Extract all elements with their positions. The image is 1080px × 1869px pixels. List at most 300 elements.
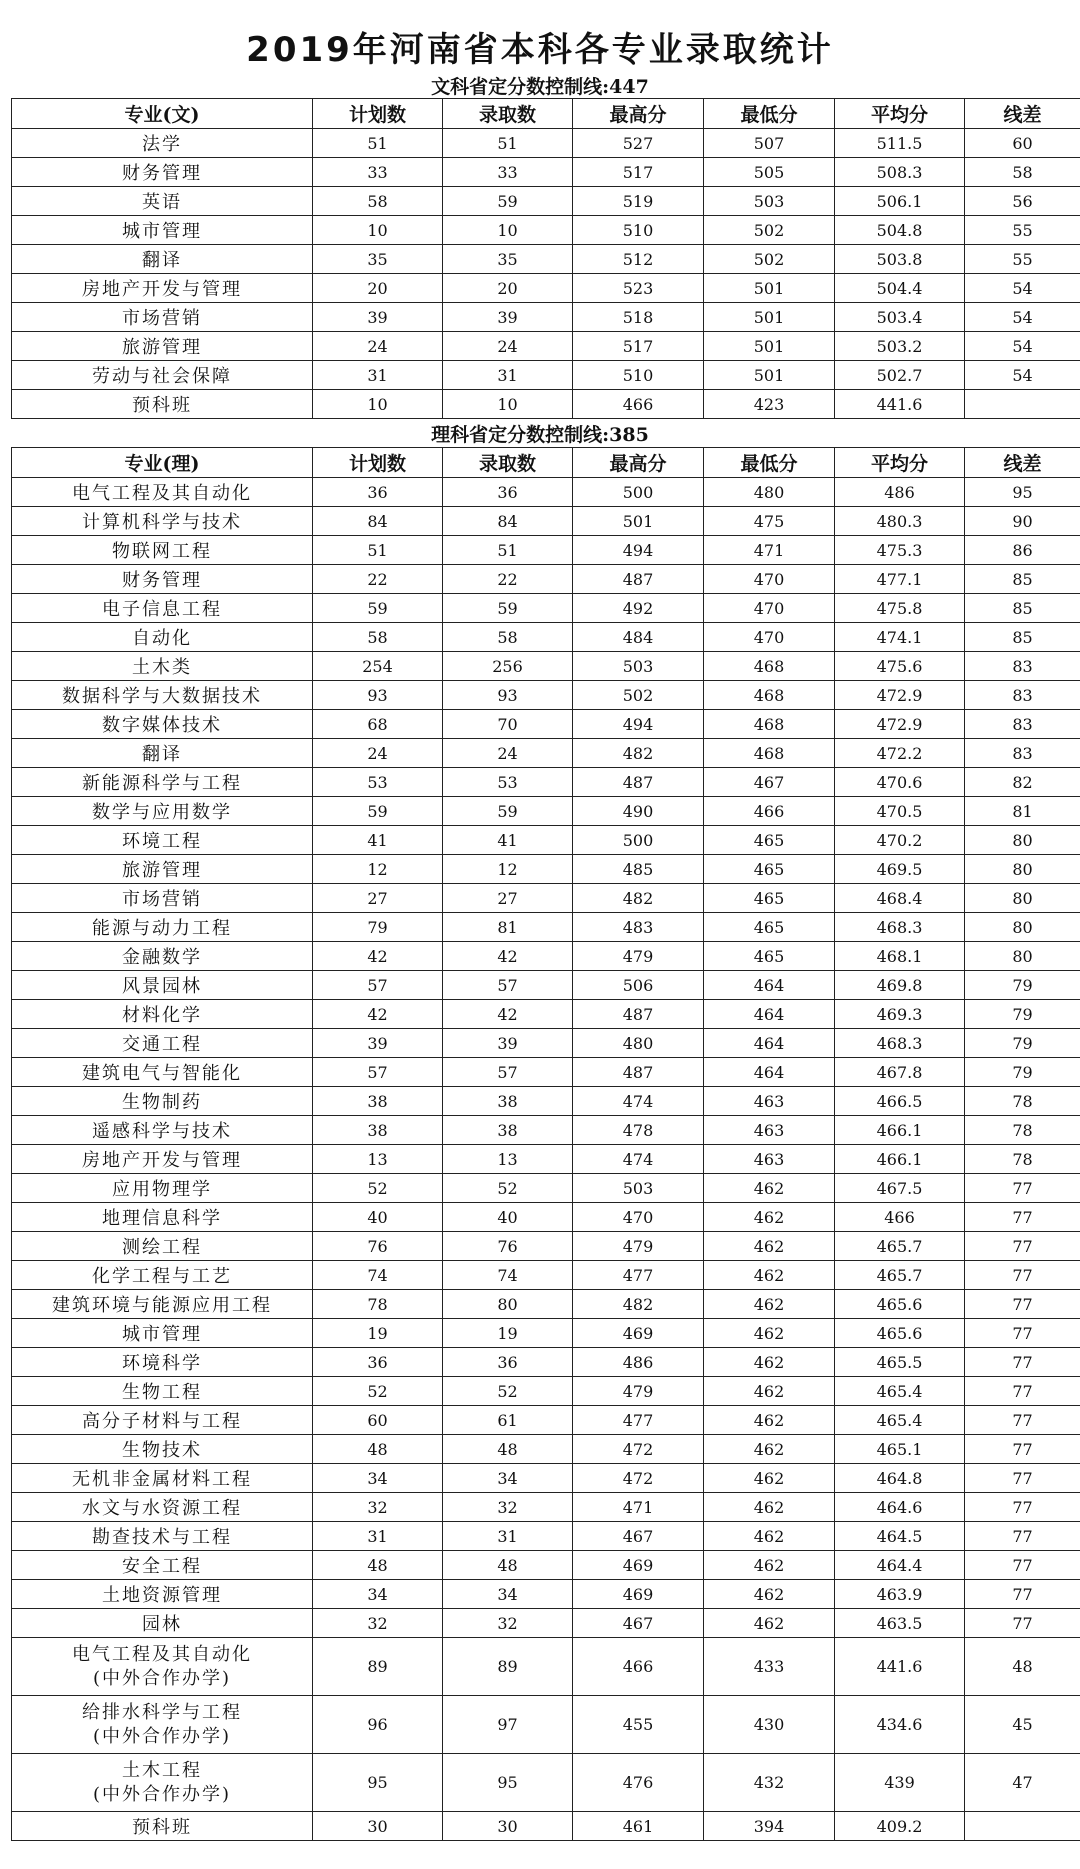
value-cell: 42	[443, 1000, 573, 1029]
value-cell: 97	[443, 1696, 573, 1754]
major-name-cell: 安全工程	[12, 1551, 313, 1580]
value-cell: 95	[313, 1754, 443, 1812]
value-cell: 57	[313, 971, 443, 1000]
value-cell: 500	[573, 478, 704, 507]
major-name-cell: 生物制药	[12, 1087, 313, 1116]
major-name-cell: 新能源科学与工程	[12, 768, 313, 797]
column-header: 平均分	[835, 99, 965, 129]
value-cell: 85	[965, 594, 1080, 623]
table-row	[12, 1377, 1080, 1406]
major-name-cell: 能源与动力工程	[12, 913, 313, 942]
value-cell: 54	[965, 274, 1080, 303]
major-name-cell: 财务管理	[12, 158, 313, 187]
major-name-cell: 翻译	[12, 245, 313, 274]
value-cell: 469.5	[835, 855, 965, 884]
value-cell: 60	[965, 129, 1080, 158]
value-cell: 487	[573, 565, 704, 594]
value-cell: 503	[573, 652, 704, 681]
arts-section-subtitle: 文科省定分数控制线:447	[431, 76, 649, 98]
value-cell: 462	[704, 1435, 835, 1464]
value-cell: 39	[443, 1029, 573, 1058]
value-cell: 502.7	[835, 361, 965, 390]
value-cell: 439	[835, 1754, 965, 1812]
value-cell: 30	[313, 1812, 443, 1841]
value-cell: 487	[573, 1000, 704, 1029]
value-cell: 256	[443, 652, 573, 681]
value-cell: 487	[573, 768, 704, 797]
value-cell: 41	[313, 826, 443, 855]
value-cell: 85	[965, 623, 1080, 652]
value-cell: 83	[965, 681, 1080, 710]
value-cell: 475.6	[835, 652, 965, 681]
value-cell: 77	[965, 1319, 1080, 1348]
value-cell: 506.1	[835, 187, 965, 216]
value-cell: 466	[704, 797, 835, 826]
value-cell: 84	[443, 507, 573, 536]
value-cell: 503	[573, 1174, 704, 1203]
column-header: 录取数	[443, 99, 573, 129]
value-cell: 48	[443, 1435, 573, 1464]
value-cell: 479	[573, 942, 704, 971]
value-cell: 468.1	[835, 942, 965, 971]
table-row	[12, 855, 1080, 884]
value-cell: 51	[443, 536, 573, 565]
value-cell: 482	[573, 884, 704, 913]
major-name-cell: 物联网工程	[12, 536, 313, 565]
value-cell: 465.6	[835, 1290, 965, 1319]
major-name-cell: 材料化学	[12, 1000, 313, 1029]
value-cell: 468.4	[835, 884, 965, 913]
value-cell: 462	[704, 1203, 835, 1232]
value-cell: 511.5	[835, 129, 965, 158]
value-cell: 78	[313, 1290, 443, 1319]
value-cell: 36	[443, 1348, 573, 1377]
value-cell: 31	[313, 1522, 443, 1551]
table-row	[12, 913, 1080, 942]
major-name-cell: 土地资源管理	[12, 1580, 313, 1609]
value-cell: 485	[573, 855, 704, 884]
value-cell: 467.8	[835, 1058, 965, 1087]
major-name-cell: 勘查技术与工程	[12, 1522, 313, 1551]
table-row	[12, 1493, 1080, 1522]
major-name-cell	[12, 1754, 313, 1812]
value-cell: 34	[443, 1580, 573, 1609]
major-name-cell: 生物工程	[12, 1377, 313, 1406]
value-cell: 58	[965, 158, 1080, 187]
value-cell: 466	[835, 1203, 965, 1232]
major-name-cell: 生物技术	[12, 1435, 313, 1464]
table-row	[12, 1000, 1080, 1029]
major-name-cell: 自动化	[12, 623, 313, 652]
major-name-cell: 园林	[12, 1609, 313, 1638]
value-cell: 38	[313, 1087, 443, 1116]
value-cell: 463	[704, 1116, 835, 1145]
value-cell: 462	[704, 1551, 835, 1580]
value-cell: 90	[965, 507, 1080, 536]
value-cell: 32	[313, 1609, 443, 1638]
value-cell	[965, 390, 1080, 419]
value-cell: 60	[313, 1406, 443, 1435]
table-row	[12, 216, 1080, 245]
major-name-cell: 测绘工程	[12, 1232, 313, 1261]
value-cell: 468	[704, 681, 835, 710]
value-cell: 465.4	[835, 1377, 965, 1406]
value-cell: 80	[965, 855, 1080, 884]
value-cell: 471	[704, 536, 835, 565]
major-name-cell: 房地产开发与管理	[12, 274, 313, 303]
value-cell: 462	[704, 1522, 835, 1551]
value-cell: 470	[704, 565, 835, 594]
value-cell: 467	[704, 768, 835, 797]
value-cell: 40	[443, 1203, 573, 1232]
major-name-cell: 化学工程与工艺	[12, 1261, 313, 1290]
value-cell: 469	[573, 1580, 704, 1609]
value-cell: 474	[573, 1145, 704, 1174]
value-cell: 472.9	[835, 681, 965, 710]
value-cell: 465	[704, 855, 835, 884]
table-row	[12, 1406, 1080, 1435]
major-name-cell: 水文与水资源工程	[12, 1493, 313, 1522]
table-row	[12, 1348, 1080, 1377]
value-cell: 89	[313, 1638, 443, 1696]
value-cell: 79	[313, 913, 443, 942]
value-cell: 477	[573, 1261, 704, 1290]
value-cell: 13	[313, 1145, 443, 1174]
value-cell: 468	[704, 739, 835, 768]
value-cell: 468.3	[835, 1029, 965, 1058]
table-row	[12, 187, 1080, 216]
value-cell: 470.6	[835, 768, 965, 797]
value-cell: 13	[443, 1145, 573, 1174]
value-cell: 80	[965, 826, 1080, 855]
major-name-cell: 环境科学	[12, 1348, 313, 1377]
value-cell: 24	[313, 739, 443, 768]
value-cell: 464	[704, 1058, 835, 1087]
value-cell: 24	[443, 739, 573, 768]
value-cell: 59	[443, 797, 573, 826]
value-cell: 466.5	[835, 1087, 965, 1116]
value-cell: 54	[965, 332, 1080, 361]
value-cell: 95	[965, 478, 1080, 507]
value-cell: 36	[443, 478, 573, 507]
value-cell: 12	[313, 855, 443, 884]
value-cell: 10	[443, 216, 573, 245]
value-cell: 58	[313, 187, 443, 216]
value-cell: 464.6	[835, 1493, 965, 1522]
table-row	[12, 1551, 1080, 1580]
value-cell: 74	[313, 1261, 443, 1290]
column-header: 最高分	[573, 99, 704, 129]
major-name-cell: 财务管理	[12, 565, 313, 594]
value-cell: 472.9	[835, 710, 965, 739]
value-cell: 24	[313, 332, 443, 361]
value-cell: 462	[704, 1348, 835, 1377]
major-name-cell: 环境工程	[12, 826, 313, 855]
value-cell: 93	[443, 681, 573, 710]
value-cell: 54	[965, 361, 1080, 390]
table-row	[12, 245, 1080, 274]
value-cell: 77	[965, 1290, 1080, 1319]
value-cell: 39	[313, 303, 443, 332]
value-cell: 59	[443, 187, 573, 216]
value-cell: 462	[704, 1261, 835, 1290]
table-row	[12, 1464, 1080, 1493]
major-name-cell: 旅游管理	[12, 855, 313, 884]
value-cell: 79	[965, 1000, 1080, 1029]
value-cell: 79	[965, 971, 1080, 1000]
value-cell: 501	[704, 332, 835, 361]
major-name-cell: 建筑环境与能源应用工程	[12, 1290, 313, 1319]
value-cell: 42	[313, 942, 443, 971]
value-cell: 85	[965, 565, 1080, 594]
major-name-cell: 电气工程及其自动化	[12, 478, 313, 507]
major-name-cell: 翻译	[12, 739, 313, 768]
value-cell: 78	[965, 1116, 1080, 1145]
value-cell: 10	[313, 216, 443, 245]
value-cell: 77	[965, 1580, 1080, 1609]
value-cell: 254	[313, 652, 443, 681]
value-cell: 77	[965, 1551, 1080, 1580]
value-cell: 464.4	[835, 1551, 965, 1580]
value-cell: 464	[704, 1000, 835, 1029]
value-cell: 42	[313, 1000, 443, 1029]
value-cell: 36	[313, 478, 443, 507]
table-row	[12, 1029, 1080, 1058]
table-row	[12, 971, 1080, 1000]
value-cell: 494	[573, 710, 704, 739]
value-cell: 19	[443, 1319, 573, 1348]
value-cell: 467.5	[835, 1174, 965, 1203]
value-cell: 77	[965, 1406, 1080, 1435]
value-cell: 465.7	[835, 1232, 965, 1261]
value-cell: 35	[443, 245, 573, 274]
table-row	[12, 390, 1080, 419]
column-header: 最低分	[704, 99, 835, 129]
value-cell: 83	[965, 710, 1080, 739]
value-cell: 20	[313, 274, 443, 303]
value-cell: 470.5	[835, 797, 965, 826]
value-cell: 466.1	[835, 1116, 965, 1145]
major-name-note: (中外合作办学)	[92, 1725, 232, 1747]
value-cell: 79	[965, 1058, 1080, 1087]
major-name-cell: 地理信息科学	[12, 1203, 313, 1232]
value-cell: 466	[573, 390, 704, 419]
table-row	[12, 1087, 1080, 1116]
value-cell: 10	[443, 390, 573, 419]
value-cell: 510	[573, 361, 704, 390]
value-cell: 53	[313, 768, 443, 797]
value-cell: 48	[313, 1551, 443, 1580]
value-cell: 441.6	[835, 390, 965, 419]
table-row	[12, 303, 1080, 332]
science-admission-table	[11, 447, 1080, 1841]
table-row	[12, 1116, 1080, 1145]
value-cell: 502	[573, 681, 704, 710]
value-cell: 80	[443, 1290, 573, 1319]
value-cell: 55	[965, 216, 1080, 245]
major-name-cell: 高分子材料与工程	[12, 1406, 313, 1435]
value-cell: 24	[443, 332, 573, 361]
major-name-cell: 数据科学与大数据技术	[12, 681, 313, 710]
table-row	[12, 1058, 1080, 1087]
value-cell: 57	[313, 1058, 443, 1087]
value-cell: 34	[313, 1580, 443, 1609]
table-row	[12, 1261, 1080, 1290]
major-name-cell	[12, 1696, 313, 1754]
value-cell: 59	[313, 594, 443, 623]
value-cell: 465	[704, 942, 835, 971]
value-cell: 48	[443, 1551, 573, 1580]
value-cell: 40	[313, 1203, 443, 1232]
major-name-cell	[12, 1638, 313, 1696]
value-cell: 475	[704, 507, 835, 536]
table-header-row	[12, 99, 1080, 129]
value-cell: 462	[704, 1464, 835, 1493]
table-row	[12, 710, 1080, 739]
value-cell: 478	[573, 1116, 704, 1145]
major-name-note: (中外合作办学)	[92, 1667, 232, 1689]
value-cell: 465	[704, 826, 835, 855]
value-cell: 507	[704, 129, 835, 158]
value-cell: 505	[704, 158, 835, 187]
major-name-note: (中外合作办学)	[92, 1783, 232, 1805]
value-cell: 77	[965, 1522, 1080, 1551]
value-cell: 465.7	[835, 1261, 965, 1290]
value-cell: 462	[704, 1290, 835, 1319]
value-cell: 38	[443, 1087, 573, 1116]
value-cell: 506	[573, 971, 704, 1000]
value-cell: 57	[443, 1058, 573, 1087]
column-header: 线差	[965, 99, 1080, 129]
value-cell: 465.4	[835, 1406, 965, 1435]
value-cell: 462	[704, 1580, 835, 1609]
value-cell: 78	[965, 1087, 1080, 1116]
value-cell: 53	[443, 768, 573, 797]
value-cell: 76	[313, 1232, 443, 1261]
value-cell: 59	[313, 797, 443, 826]
column-header: 最低分	[704, 448, 835, 478]
column-header: 计划数	[313, 99, 443, 129]
major-name-cell: 房地产开发与管理	[12, 1145, 313, 1174]
table-row	[12, 274, 1080, 303]
value-cell: 480	[704, 478, 835, 507]
value-cell: 469.8	[835, 971, 965, 1000]
value-cell: 32	[443, 1609, 573, 1638]
table-row	[12, 768, 1080, 797]
value-cell: 470.2	[835, 826, 965, 855]
major-name-cell: 建筑电气与智能化	[12, 1058, 313, 1087]
value-cell: 482	[573, 1290, 704, 1319]
value-cell: 474.1	[835, 623, 965, 652]
value-cell: 465.6	[835, 1319, 965, 1348]
value-cell: 463.9	[835, 1580, 965, 1609]
value-cell: 500	[573, 826, 704, 855]
value-cell: 76	[443, 1232, 573, 1261]
value-cell: 523	[573, 274, 704, 303]
major-name-cell: 旅游管理	[12, 332, 313, 361]
value-cell: 79	[965, 1029, 1080, 1058]
value-cell: 33	[443, 158, 573, 187]
value-cell: 48	[965, 1638, 1080, 1696]
value-cell: 477.1	[835, 565, 965, 594]
value-cell: 467	[573, 1609, 704, 1638]
value-cell: 77	[965, 1174, 1080, 1203]
value-cell: 467	[573, 1522, 704, 1551]
column-header: 最高分	[573, 448, 704, 478]
value-cell: 464	[704, 1029, 835, 1058]
table-row	[12, 1638, 1080, 1696]
value-cell: 465.5	[835, 1348, 965, 1377]
table-row	[12, 594, 1080, 623]
value-cell: 81	[965, 797, 1080, 826]
major-name-cell: 英语	[12, 187, 313, 216]
column-header: 线差	[965, 448, 1080, 478]
value-cell: 84	[313, 507, 443, 536]
value-cell: 490	[573, 797, 704, 826]
value-cell: 33	[313, 158, 443, 187]
value-cell: 22	[443, 565, 573, 594]
value-cell: 502	[704, 216, 835, 245]
table-row	[12, 1174, 1080, 1203]
value-cell: 58	[313, 623, 443, 652]
value-cell: 462	[704, 1493, 835, 1522]
value-cell: 441.6	[835, 1638, 965, 1696]
value-cell: 517	[573, 158, 704, 187]
value-cell: 469	[573, 1319, 704, 1348]
major-name-cell: 法学	[12, 129, 313, 158]
table-row	[12, 739, 1080, 768]
value-cell: 52	[443, 1377, 573, 1406]
table-row	[12, 565, 1080, 594]
value-cell: 461	[573, 1812, 704, 1841]
value-cell: 463	[704, 1087, 835, 1116]
science-section-subtitle: 理科省定分数控制线:385	[431, 424, 649, 446]
value-cell: 527	[573, 129, 704, 158]
table-row	[12, 1232, 1080, 1261]
value-cell: 430	[704, 1696, 835, 1754]
value-cell: 479	[573, 1377, 704, 1406]
column-header: 计划数	[313, 448, 443, 478]
major-name-cell: 计算机科学与技术	[12, 507, 313, 536]
table-row	[12, 536, 1080, 565]
column-header: 平均分	[835, 448, 965, 478]
value-cell: 480.3	[835, 507, 965, 536]
value-cell: 77	[965, 1464, 1080, 1493]
value-cell: 504.8	[835, 216, 965, 245]
value-cell: 501	[704, 274, 835, 303]
value-cell: 34	[443, 1464, 573, 1493]
value-cell: 83	[965, 739, 1080, 768]
value-cell: 78	[965, 1145, 1080, 1174]
table-row	[12, 1203, 1080, 1232]
value-cell: 52	[443, 1174, 573, 1203]
value-cell: 466.1	[835, 1145, 965, 1174]
value-cell: 501	[573, 507, 704, 536]
major-name-cell: 市场营销	[12, 884, 313, 913]
value-cell: 10	[313, 390, 443, 419]
value-cell: 503	[704, 187, 835, 216]
value-cell: 487	[573, 1058, 704, 1087]
value-cell: 501	[704, 303, 835, 332]
value-cell: 32	[443, 1493, 573, 1522]
major-name-cell: 预科班	[12, 1812, 313, 1841]
major-name-cell: 土木类	[12, 652, 313, 681]
value-cell: 52	[313, 1174, 443, 1203]
major-name-line: 土木工程	[122, 1759, 202, 1781]
value-cell: 80	[965, 884, 1080, 913]
value-cell: 58	[443, 623, 573, 652]
major-name-cell: 无机非金属材料工程	[12, 1464, 313, 1493]
